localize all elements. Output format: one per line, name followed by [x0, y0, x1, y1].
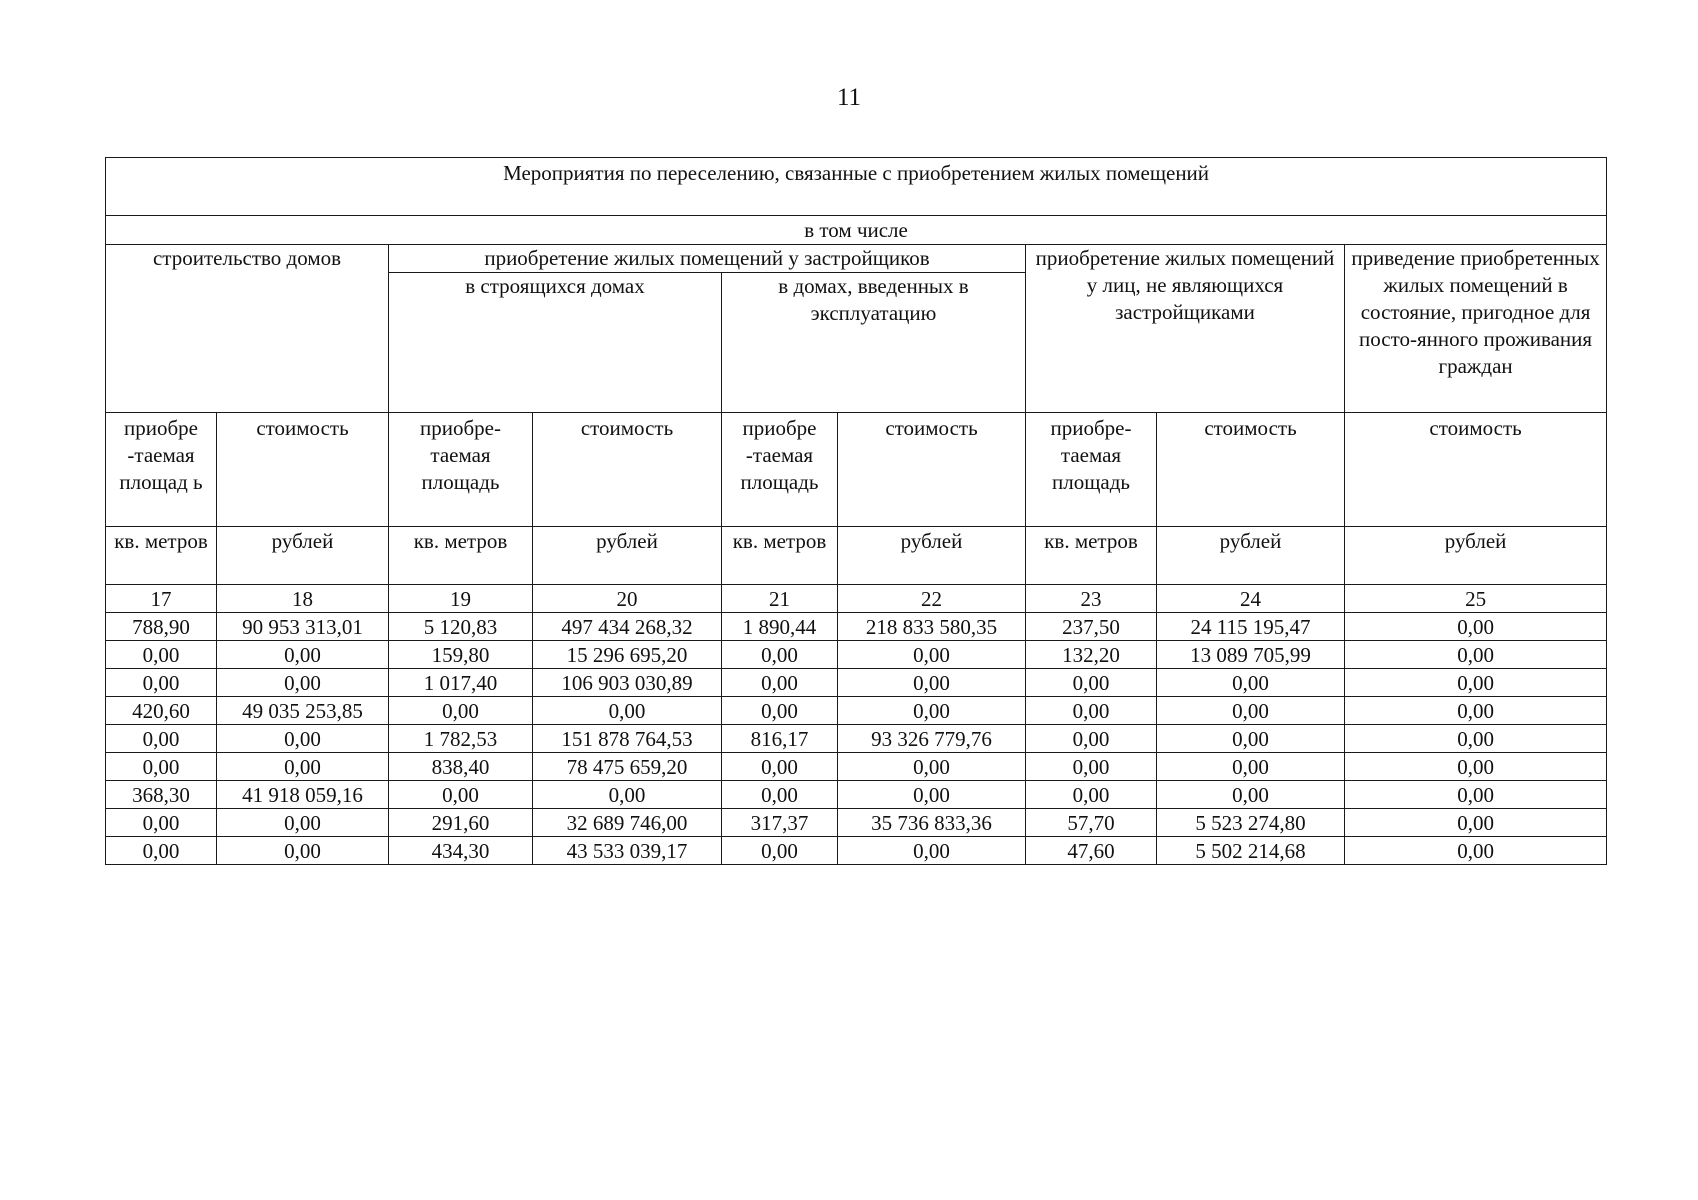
table-cell: 0,00 — [1345, 725, 1607, 753]
unit-c25: рублей — [1345, 527, 1607, 585]
including-header: в том числе — [106, 216, 1607, 245]
table-cell: 15 296 695,20 — [533, 641, 722, 669]
table-cell: 0,00 — [1345, 837, 1607, 865]
measure-c25: стоимость — [1345, 413, 1607, 527]
table-row — [106, 781, 1607, 809]
table-cell: 151 878 764,53 — [533, 725, 722, 753]
column-number: 22 — [838, 585, 1026, 613]
table-row — [106, 725, 1607, 753]
measure-c17: приобре -таемая площад ь — [106, 413, 217, 527]
table-cell: 0,00 — [106, 641, 217, 669]
table-cell: 0,00 — [217, 837, 389, 865]
header-construction: строительство домов — [106, 245, 389, 413]
table-cell: 41 918 059,16 — [217, 781, 389, 809]
table-cell: 0,00 — [1026, 725, 1157, 753]
measure-c20: стоимость — [533, 413, 722, 527]
table-row — [106, 837, 1607, 865]
table-cell: 218 833 580,35 — [838, 613, 1026, 641]
table-cell: 0,00 — [106, 725, 217, 753]
header-commissioned: в домах, введенных в эксплуатацию — [722, 273, 1026, 413]
table-cell: 0,00 — [1345, 613, 1607, 641]
header-bringing-to-condition: приведение приобретенных жилых помещений в состояние, пригодное для посто-янного проживания граждан — [1345, 245, 1607, 413]
table-cell: 788,90 — [106, 613, 217, 641]
table-cell: 0,00 — [1026, 781, 1157, 809]
table-cell: 0,00 — [217, 725, 389, 753]
table-cell: 0,00 — [722, 837, 838, 865]
measure-c22: стоимость — [838, 413, 1026, 527]
header-under-construction: в строящихся домах — [389, 273, 722, 413]
table-cell: 0,00 — [1345, 697, 1607, 725]
table-cell: 0,00 — [1345, 641, 1607, 669]
table-cell: 0,00 — [838, 781, 1026, 809]
table-cell: 1 782,53 — [389, 725, 533, 753]
unit-c21: кв. метров — [722, 527, 838, 585]
column-number: 23 — [1026, 585, 1157, 613]
table-row — [106, 809, 1607, 837]
column-number: 17 — [106, 585, 217, 613]
table-cell: 0,00 — [838, 837, 1026, 865]
table-cell: 0,00 — [838, 697, 1026, 725]
table-cell: 5 502 214,68 — [1157, 837, 1345, 865]
table-cell: 0,00 — [722, 641, 838, 669]
table-cell: 32 689 746,00 — [533, 809, 722, 837]
table-cell: 5 523 274,80 — [1157, 809, 1345, 837]
table-cell: 0,00 — [722, 669, 838, 697]
table-cell: 47,60 — [1026, 837, 1157, 865]
table-row — [106, 753, 1607, 781]
table-cell: 0,00 — [106, 753, 217, 781]
table-cell: 0,00 — [1157, 753, 1345, 781]
table-cell: 0,00 — [217, 753, 389, 781]
table-row — [106, 641, 1607, 669]
table-cell: 0,00 — [1345, 753, 1607, 781]
table-cell: 0,00 — [838, 669, 1026, 697]
table-cell: 24 115 195,47 — [1157, 613, 1345, 641]
table-cell: 0,00 — [1345, 781, 1607, 809]
table-cell: 0,00 — [533, 781, 722, 809]
measure-c24: стоимость — [1157, 413, 1345, 527]
table-cell: 159,80 — [389, 641, 533, 669]
table-cell: 0,00 — [722, 781, 838, 809]
table-cell: 0,00 — [1157, 669, 1345, 697]
table-cell: 49 035 253,85 — [217, 697, 389, 725]
table-cell: 35 736 833,36 — [838, 809, 1026, 837]
table-cell: 0,00 — [1026, 753, 1157, 781]
column-number-row — [106, 585, 1607, 613]
unit-c18: рублей — [217, 527, 389, 585]
table-cell: 0,00 — [1345, 809, 1607, 837]
table-cell: 0,00 — [217, 641, 389, 669]
unit-c22: рублей — [838, 527, 1026, 585]
table-cell: 0,00 — [838, 753, 1026, 781]
unit-c17: кв. метров — [106, 527, 217, 585]
table-cell: 0,00 — [722, 697, 838, 725]
table-title: Мероприятия по переселению, связанные с приобретением жилых помещений — [106, 158, 1607, 216]
table-cell: 816,17 — [722, 725, 838, 753]
table-cell: 0,00 — [1026, 697, 1157, 725]
unit-c19: кв. метров — [389, 527, 533, 585]
column-number: 24 — [1157, 585, 1345, 613]
table-cell: 43 533 039,17 — [533, 837, 722, 865]
table-cell: 237,50 — [1026, 613, 1157, 641]
table-cell: 13 089 705,99 — [1157, 641, 1345, 669]
table-cell: 132,20 — [1026, 641, 1157, 669]
column-number: 21 — [722, 585, 838, 613]
table-cell: 1 017,40 — [389, 669, 533, 697]
table-cell: 291,60 — [389, 809, 533, 837]
table-cell: 78 475 659,20 — [533, 753, 722, 781]
table-cell: 0,00 — [1026, 669, 1157, 697]
table-cell: 0,00 — [217, 809, 389, 837]
table-cell: 0,00 — [106, 837, 217, 865]
table-cell: 368,30 — [106, 781, 217, 809]
table-cell: 317,37 — [722, 809, 838, 837]
resettlement-table-wrapper — [105, 157, 1607, 865]
table-cell: 0,00 — [1345, 669, 1607, 697]
table-cell: 5 120,83 — [389, 613, 533, 641]
table-cell: 0,00 — [722, 753, 838, 781]
column-number: 19 — [389, 585, 533, 613]
table-cell: 106 903 030,89 — [533, 669, 722, 697]
unit-c20: рублей — [533, 527, 722, 585]
measure-c21: приобре -таемая площадь — [722, 413, 838, 527]
table-cell: 434,30 — [389, 837, 533, 865]
resettlement-table — [105, 157, 1607, 865]
measure-c23: приобре-таемая площадь — [1026, 413, 1157, 527]
table-cell: 0,00 — [1157, 725, 1345, 753]
table-cell: 57,70 — [1026, 809, 1157, 837]
measure-c19: приобре-таемая площадь — [389, 413, 533, 527]
table-cell: 420,60 — [106, 697, 217, 725]
header-from-developers: приобретение жилых помещений у застройщиков — [389, 245, 1026, 273]
table-cell: 93 326 779,76 — [838, 725, 1026, 753]
column-number: 18 — [217, 585, 389, 613]
table-cell: 90 953 313,01 — [217, 613, 389, 641]
unit-c24: рублей — [1157, 527, 1345, 585]
table-row — [106, 613, 1607, 641]
column-number: 20 — [533, 585, 722, 613]
page-number: 11 — [836, 84, 862, 111]
table-cell: 0,00 — [217, 669, 389, 697]
table-cell: 0,00 — [106, 669, 217, 697]
table-cell: 0,00 — [1157, 697, 1345, 725]
table-row — [106, 697, 1607, 725]
unit-c23: кв. метров — [1026, 527, 1157, 585]
table-body — [106, 613, 1607, 865]
table-cell: 0,00 — [533, 697, 722, 725]
table-cell: 838,40 — [389, 753, 533, 781]
header-from-non-developers: приобретение жилых помещений у лиц, не являющихся застройщиками — [1026, 245, 1345, 413]
table-cell: 0,00 — [389, 781, 533, 809]
table-cell: 0,00 — [106, 809, 217, 837]
table-cell: 0,00 — [838, 641, 1026, 669]
table-cell: 1 890,44 — [722, 613, 838, 641]
table-cell: 0,00 — [389, 697, 533, 725]
table-cell: 0,00 — [1157, 781, 1345, 809]
table-row — [106, 669, 1607, 697]
column-number: 25 — [1345, 585, 1607, 613]
measure-c18: стоимость — [217, 413, 389, 527]
table-cell: 497 434 268,32 — [533, 613, 722, 641]
